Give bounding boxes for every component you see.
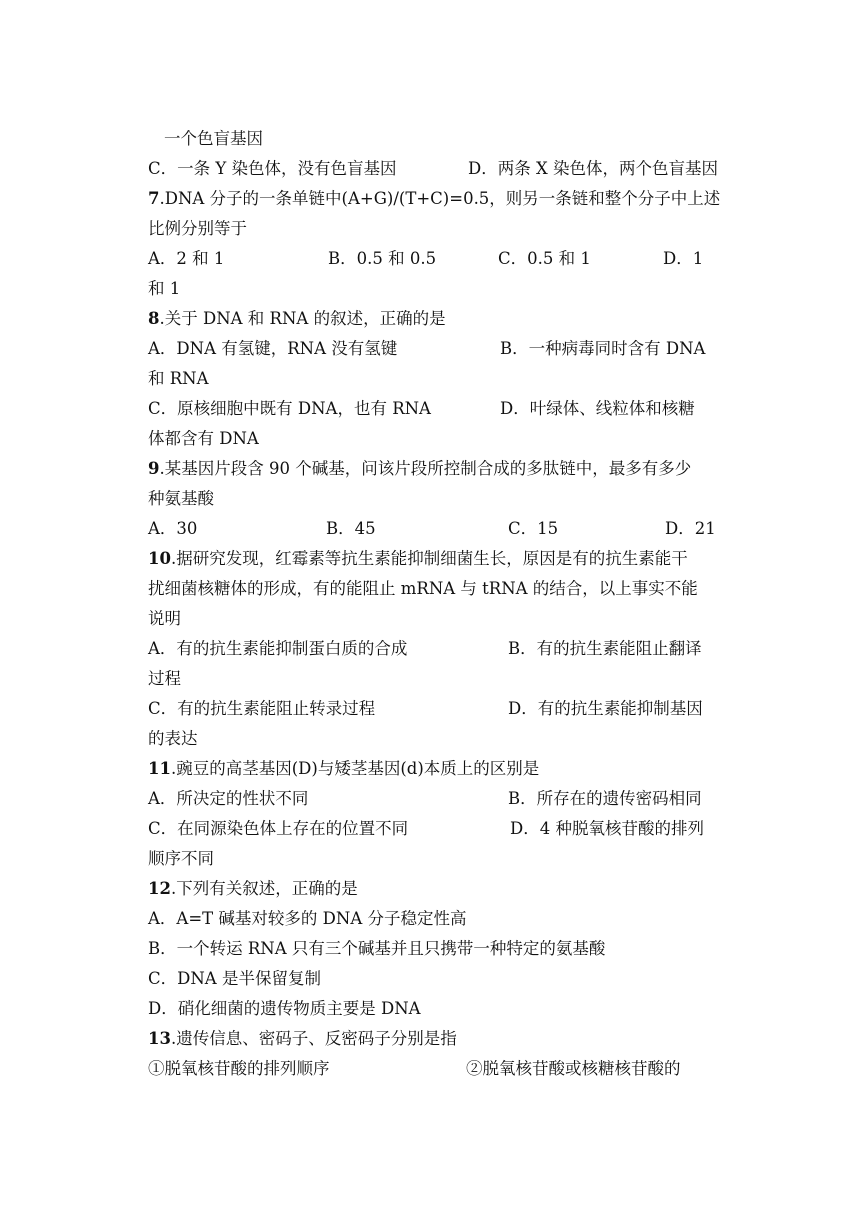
line-text: A．A=T 碱基对较多的 DNA 分子稳定性高 bbox=[148, 909, 467, 928]
text-line bbox=[148, 274, 716, 304]
question-line bbox=[148, 754, 716, 784]
option-text: D．两条 X 染色体，两个色盲基因 bbox=[468, 159, 718, 178]
option-text: C．在同源染色体上存在的位置不同 bbox=[148, 819, 409, 838]
option-text: A．所决定的性状不同 bbox=[148, 789, 309, 808]
text-line bbox=[148, 124, 716, 154]
question-line bbox=[148, 874, 716, 904]
line-text: 和 RNA bbox=[148, 369, 209, 388]
options-line bbox=[148, 334, 716, 364]
question-text: .关于 DNA 和 RNA 的叙述，正确的是 bbox=[159, 309, 446, 328]
option-text: C．原核细胞中既有 DNA，也有 RNA bbox=[148, 399, 431, 418]
options-line bbox=[148, 394, 716, 424]
option-text: B．45 bbox=[326, 519, 376, 538]
text-line bbox=[148, 214, 716, 244]
text-line bbox=[148, 724, 716, 754]
question-number: 9 bbox=[148, 459, 160, 478]
line-text: 的表达 bbox=[148, 729, 198, 748]
text-line bbox=[148, 364, 716, 394]
line-text: 过程 bbox=[148, 669, 181, 688]
line-text: 和 1 bbox=[148, 279, 181, 298]
text-line bbox=[148, 484, 716, 514]
options-line bbox=[148, 244, 716, 274]
option-text: C．15 bbox=[508, 519, 559, 538]
options-line bbox=[148, 514, 716, 544]
options-line bbox=[148, 1054, 716, 1084]
options-line bbox=[148, 154, 716, 184]
question-line bbox=[148, 454, 716, 484]
question-text: .豌豆的高茎基因(D)与矮茎基因(d)本质上的区别是 bbox=[170, 759, 540, 778]
line-text: D．硝化细菌的遗传物质主要是 DNA bbox=[148, 999, 421, 1018]
options-line bbox=[148, 814, 716, 844]
option-text: A．30 bbox=[148, 519, 198, 538]
question-number: 10 bbox=[148, 549, 171, 568]
text-line bbox=[148, 604, 716, 634]
question-text: .遗传信息、密码子、反密码子分别是指 bbox=[170, 1029, 457, 1048]
option-text: A．DNA 有氢键，RNA 没有氢键 bbox=[148, 339, 398, 358]
line-text: 一个色盲基因 bbox=[164, 129, 263, 148]
line-text: B．一个转运 RNA 只有三个碱基并且只携带一种特定的氨基酸 bbox=[148, 939, 606, 958]
option-text: D．21 bbox=[665, 519, 716, 538]
options-line bbox=[148, 634, 716, 664]
option-text: ①脱氧核苷酸的排列顺序 bbox=[148, 1059, 330, 1078]
document-page bbox=[148, 124, 721, 1084]
line-text: 体都含有 DNA bbox=[148, 429, 259, 448]
option-text: B．0.5 和 0.5 bbox=[328, 249, 437, 268]
text-line bbox=[148, 904, 716, 934]
question-number: 12 bbox=[148, 879, 171, 898]
question-line bbox=[148, 1024, 716, 1054]
option-text: C．一条 Y 染色体，没有色盲基因 bbox=[148, 159, 397, 178]
text-line bbox=[148, 574, 716, 604]
question-number: 8 bbox=[148, 309, 160, 328]
question-text: .下列有关叙述，正确的是 bbox=[170, 879, 358, 898]
question-text: .某基因片段含 90 个碱基，问该片段所控制合成的多肽链中，最多有多少 bbox=[159, 459, 692, 478]
text-line bbox=[148, 994, 716, 1024]
option-text: ②脱氧核苷酸或核糖核苷酸的 bbox=[466, 1059, 681, 1078]
text-line bbox=[148, 664, 716, 694]
text-line bbox=[148, 844, 716, 874]
question-line bbox=[148, 304, 716, 334]
question-text: .DNA 分子的一条单链中(A+G)/(T+C)=0.5，则另一条链和整个分子中上述 bbox=[159, 189, 721, 208]
question-line bbox=[148, 184, 721, 214]
options-line bbox=[148, 694, 716, 724]
question-number: 7 bbox=[148, 189, 160, 208]
option-text: C．有的抗生素能阻止转录过程 bbox=[148, 699, 376, 718]
option-text: A．有的抗生素能抑制蛋白质的合成 bbox=[148, 639, 408, 658]
line-text: 顺序不同 bbox=[148, 849, 214, 868]
option-text: B．所存在的遗传密码相同 bbox=[508, 789, 702, 808]
option-text: B．有的抗生素能阻止翻译 bbox=[508, 639, 702, 658]
question-line bbox=[148, 544, 716, 574]
option-text: D．叶绿体、线粒体和核糖 bbox=[500, 399, 695, 418]
option-text: D．4 种脱氧核苷酸的排列 bbox=[510, 819, 704, 838]
line-text: 扰细菌核糖体的形成，有的能阻止 mRNA 与 tRNA 的结合，以上事实不能 bbox=[148, 579, 698, 598]
question-text: .据研究发现，红霉素等抗生素能抑制细菌生长，原因是有的抗生素能干 bbox=[170, 549, 688, 568]
option-text: C．0.5 和 1 bbox=[498, 249, 591, 268]
option-text: D．1 bbox=[663, 249, 704, 268]
options-line bbox=[148, 784, 716, 814]
question-number: 11 bbox=[148, 759, 171, 778]
text-line bbox=[148, 424, 716, 454]
text-line bbox=[148, 934, 716, 964]
line-text: 种氨基酸 bbox=[148, 489, 214, 508]
line-text: 比例分别等于 bbox=[148, 219, 247, 238]
text-line bbox=[148, 964, 716, 994]
question-number: 13 bbox=[148, 1029, 171, 1048]
line-text: 说明 bbox=[148, 609, 181, 628]
option-text: B．一种病毒同时含有 DNA bbox=[500, 339, 706, 358]
line-text: C．DNA 是半保留复制 bbox=[148, 969, 321, 988]
option-text: A．2 和 1 bbox=[148, 249, 225, 268]
option-text: D．有的抗生素能抑制基因 bbox=[508, 699, 703, 718]
